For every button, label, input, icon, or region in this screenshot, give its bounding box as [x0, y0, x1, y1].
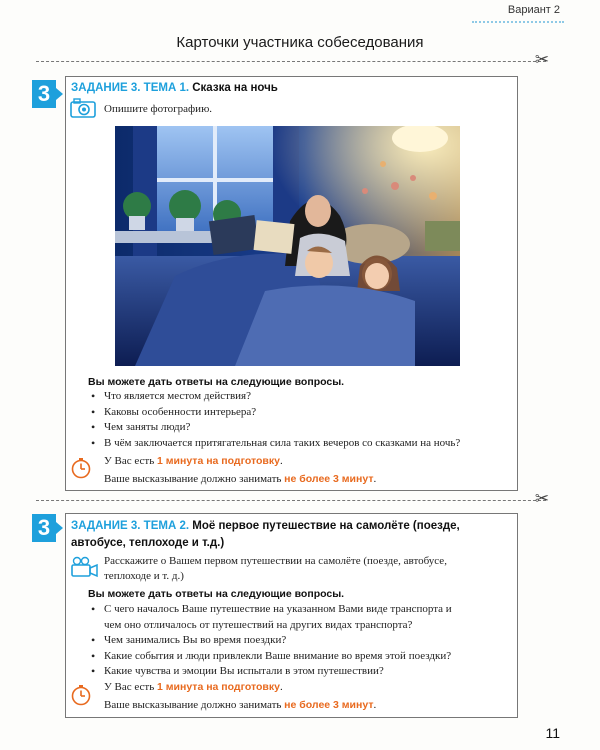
bedtime-story-photo	[115, 126, 460, 366]
limit-highlight: не более 3 минут	[284, 699, 374, 711]
limit-highlight: не более 3 минут	[284, 473, 374, 485]
prep-highlight: 1 минута на подготовку	[157, 681, 280, 693]
prep-period: .	[279, 681, 283, 693]
instruction-text: Опишите фотографию.	[104, 103, 213, 115]
scissors-icon: ✂	[534, 489, 550, 508]
list-item	[90, 602, 520, 633]
prep-highlight: 1 минута на подготовку	[157, 455, 280, 467]
variant-underline	[472, 21, 564, 25]
limit-text: Ваше высказывание должно занимать	[104, 699, 282, 711]
list-item: • Чем заняты люди?	[90, 420, 520, 436]
limit-period: .	[373, 473, 377, 485]
prep-text: У Вас есть	[104, 681, 155, 693]
questions-list	[90, 389, 520, 451]
task-number-badge: 3	[32, 80, 56, 108]
page-number: 11	[545, 725, 560, 741]
stopwatch-icon	[70, 457, 92, 479]
answer-limit	[104, 472, 376, 487]
stopwatch-icon	[70, 684, 92, 706]
task-heading	[71, 518, 511, 552]
instruction-text	[104, 554, 514, 584]
questions-title: Вы можете дать ответы на следующие вопросы.	[88, 588, 345, 600]
instruction-line-2: теплоходе и т. д.)	[104, 570, 184, 582]
answer-limit	[104, 698, 376, 713]
camera-icon	[70, 98, 96, 118]
list-item: • Чем занимались Вы во время поездки?	[90, 633, 520, 649]
list-item: • Какие чувства и эмоции Вы испытали в этом путешествии?	[90, 664, 520, 680]
questions-list	[90, 602, 520, 680]
topic-title: Моё первое путешествие на самолёте (поезде,	[192, 520, 460, 532]
question-text-cont: чем оно отличалось от путешествий на других видах транспорта?	[104, 618, 413, 631]
cut-line-middle	[36, 500, 546, 501]
topic-label: ТЕМА 1.	[143, 82, 190, 94]
task-number-badge: 3	[32, 514, 56, 542]
list-item: • Что является местом действия?	[90, 389, 520, 405]
scissors-icon: ✂	[534, 50, 550, 69]
task-label: ЗАДАНИЕ 3.	[71, 520, 141, 532]
topic-title-cont: автобусе, теплоходе и т.д.)	[71, 537, 225, 549]
limit-text: Ваше высказывание должно занимать	[104, 473, 282, 485]
instruction-line-1: Расскажите о Вашем первом путешествии на самолёте (поезде, автобусе,	[104, 555, 447, 567]
list-item: • Какие события и люди привлекли Ваше внимание во время этой поездки?	[90, 649, 520, 665]
variant-label: Вариант 2	[507, 4, 560, 16]
question-text: С чего началось Ваше путешествие на указанном Вами виде транспорта и	[104, 603, 452, 615]
prep-time	[104, 454, 283, 469]
topic-title: Сказка на ночь	[192, 82, 278, 94]
limit-period: .	[373, 699, 377, 711]
prep-period: .	[279, 455, 283, 467]
task-label: ЗАДАНИЕ 3.	[71, 82, 141, 94]
video-camera-icon	[70, 556, 100, 578]
cut-line-top	[36, 61, 546, 62]
topic-label: ТЕМА 2.	[143, 520, 190, 532]
questions-title: Вы можете дать ответы на следующие вопросы.	[88, 376, 345, 388]
prep-time	[104, 680, 283, 695]
task-heading	[71, 80, 278, 97]
list-item: • Каковы особенности интерьера?	[90, 405, 520, 421]
prep-text: У Вас есть	[104, 455, 155, 467]
list-item: • В чём заключается притягательная сила таких вечеров со сказками на ночь?	[90, 436, 520, 452]
page-title: Карточки участника собеседования	[176, 34, 424, 51]
